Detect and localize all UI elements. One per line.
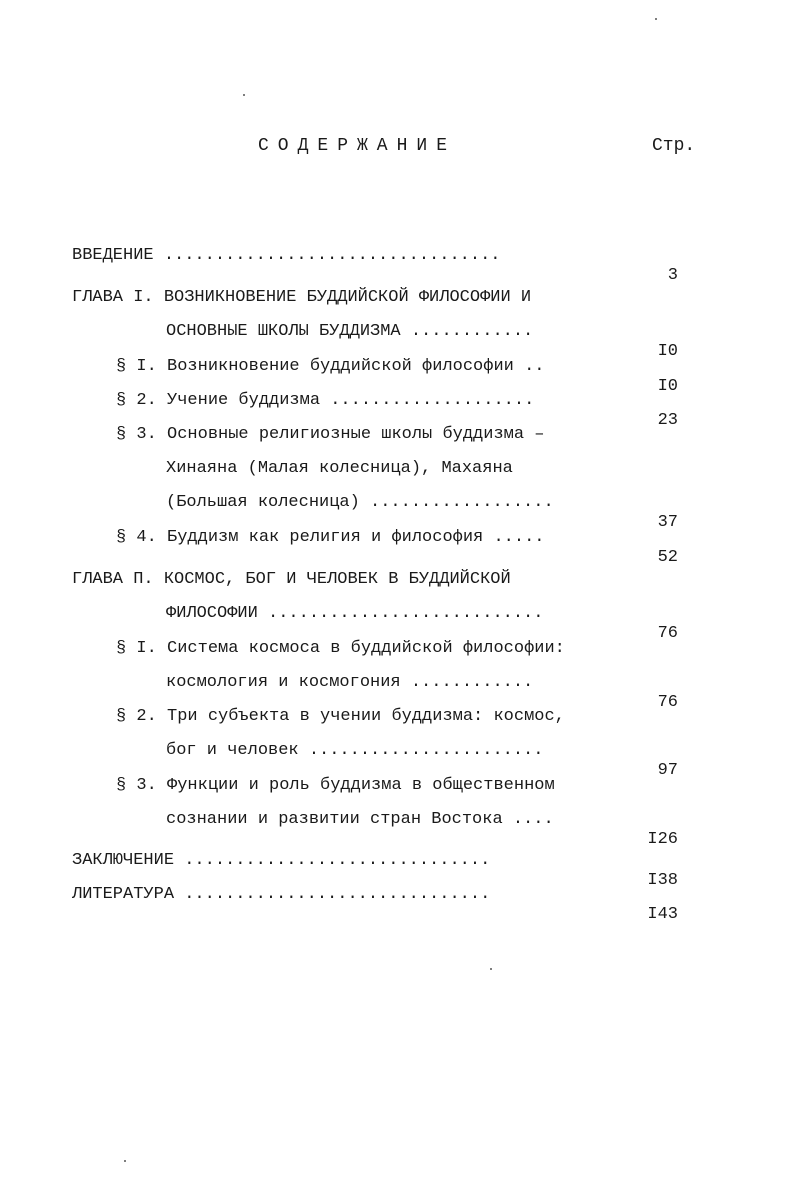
page-column-label: Стр. bbox=[652, 136, 696, 156]
toc-entry-page: 37 bbox=[657, 513, 678, 532]
toc-entry-text: § 2. Три субъекта в учении буддизма: космос, bbox=[116, 707, 565, 726]
toc-entry-text: ВВЕДЕНИЕ ................................. bbox=[72, 246, 501, 265]
toc-entry-text: § 3. Основные религиозные школы буддизма – bbox=[116, 425, 545, 444]
toc-entry-page: I43 bbox=[647, 905, 678, 924]
toc-entry-text: ОСНОВНЫЕ ШКОЛЫ БУДДИЗМА ............ bbox=[166, 322, 534, 341]
scan-speck bbox=[243, 94, 245, 96]
scan-speck bbox=[490, 968, 492, 970]
toc-entry-page: I0 bbox=[657, 342, 678, 361]
toc-entry-text: ГЛАВА I. ВОЗНИКНОВЕНИЕ БУДДИЙСКОЙ ФИЛОСОФИИ И bbox=[72, 288, 532, 307]
toc-entry-text: ГЛАВА П. КОСМОС, БОГ И ЧЕЛОВЕК В БУДДИЙСКОЙ bbox=[72, 570, 511, 589]
toc-entry-text: ФИЛОСОФИИ ........................... bbox=[166, 604, 544, 623]
toc-entry-text: ЗАКЛЮЧЕНИЕ .............................. bbox=[72, 851, 491, 870]
toc-entry-text: § 4. Буддизм как религия и философия ..... bbox=[116, 528, 545, 547]
toc-entry-page: 3 bbox=[667, 266, 678, 285]
toc-entry-text: (Большая колесница) .................. bbox=[166, 493, 554, 512]
scan-speck bbox=[124, 1160, 126, 1162]
toc-entry-page: 97 bbox=[657, 761, 678, 780]
toc-entry-text: § 2. Учение буддизма .................... bbox=[116, 391, 535, 410]
toc-entry-page: I38 bbox=[647, 871, 678, 890]
toc-entry-page: I0 bbox=[657, 377, 678, 396]
toc-entry-text: § I. Система космоса в буддийской философии: bbox=[116, 639, 565, 658]
toc-entry-text: § 3. Функции и роль буддизма в общественном bbox=[116, 776, 555, 795]
toc-entry-page: 23 bbox=[657, 411, 678, 430]
toc-entry-text: бог и человек ....................... bbox=[166, 741, 544, 760]
toc-entry-text: космология и космогония ............ bbox=[166, 673, 534, 692]
toc-entry-text: сознании и развитии стран Востока .... bbox=[166, 810, 554, 829]
toc-entry-page: I26 bbox=[647, 830, 678, 849]
toc-entry-page: 76 bbox=[657, 624, 678, 643]
toc-entry-text: Хинаяна (Малая колесница), Махаяна bbox=[166, 459, 513, 478]
toc-entry-page: 76 bbox=[657, 693, 678, 712]
scan-speck bbox=[655, 18, 657, 20]
toc-entry-text: § I. Возникновение буддийской философии .. bbox=[116, 357, 545, 376]
toc-entry-page: 52 bbox=[657, 548, 678, 567]
toc-entry-text: ЛИТЕРАТУРА .............................. bbox=[72, 885, 491, 904]
toc-heading: СОДЕРЖАНИЕ bbox=[258, 136, 457, 156]
